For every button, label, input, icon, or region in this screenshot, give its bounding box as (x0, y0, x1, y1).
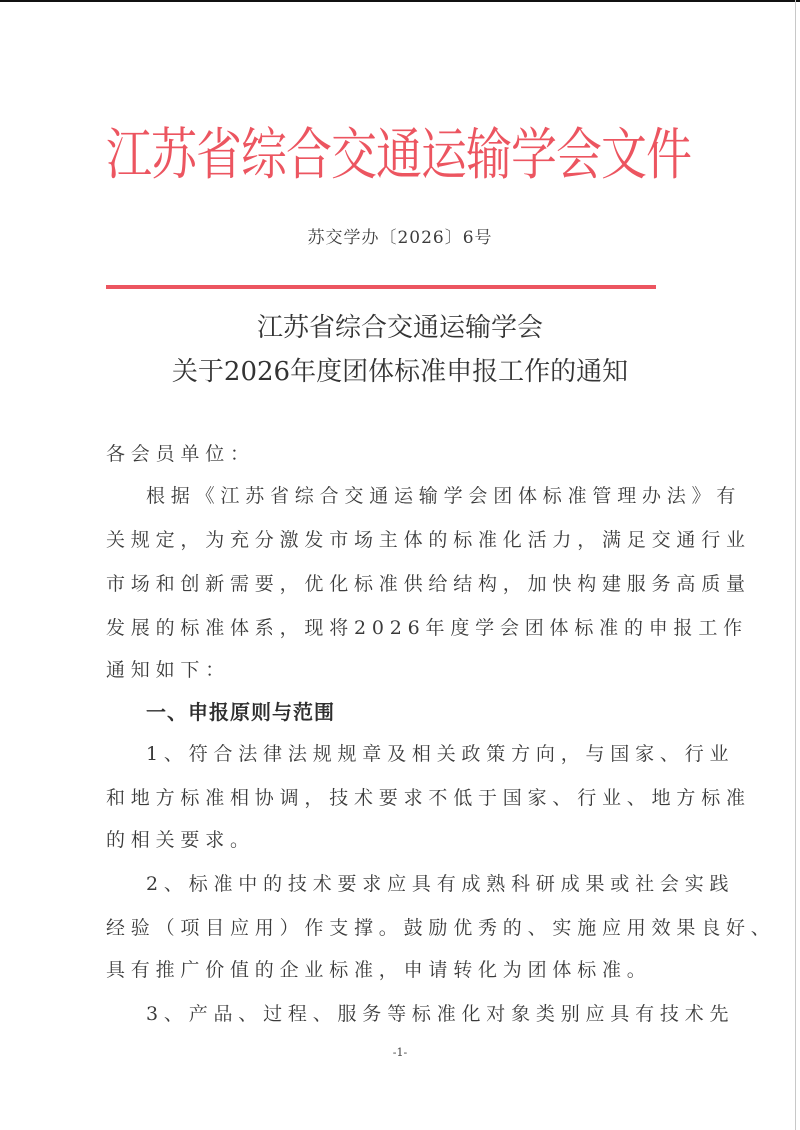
salutation: 各会员单位： (106, 443, 255, 465)
page-top-border (0, 0, 800, 2)
intro-line: 市场和创新需要，优化标准供给结构，加快构建服务高质量 (106, 573, 751, 595)
page-right-edge (795, 0, 796, 1130)
intro-line: 根据《江苏省综合交通运输学会团体标准管理办法》有 (146, 485, 742, 507)
intro-line: 通知如下： (106, 659, 231, 681)
document-header-title: 江苏省综合交通运输学会文件 (106, 121, 691, 188)
notice-title-line1: 江苏省综合交通运输学会 (256, 313, 543, 343)
intro-line: 发展的标准体系，现将2026年度学会团体标准的申报工作 (106, 617, 748, 639)
item-line: 1、符合法律法规规章及相关政策方向，与国家、行业 (146, 743, 735, 765)
item-line: 2、标准中的技术要求应具有成熟科研成果或社会实践 (146, 873, 735, 895)
section-heading: 一、申报原则与范围 (146, 700, 335, 724)
item-line: 的相关要求。 (106, 829, 255, 851)
item-line: 具有推广价值的企业标准，申请转化为团体标准。 (106, 959, 652, 981)
intro-line: 关规定，为充分激发市场主体的标准化活力，满足交通行业 (106, 529, 751, 551)
item-line: 和地方标准相协调，技术要求不低于国家、行业、地方标准 (106, 787, 751, 809)
document-number: 苏交学办〔2026〕6号 (307, 228, 493, 248)
red-divider-line (106, 285, 656, 289)
item-line: 经验（项目应用）作支撑。鼓励优秀的、实施应用效果良好、 (106, 917, 776, 939)
notice-title-line2: 关于2026年度团体标准申报工作的通知 (171, 357, 629, 387)
item-line: 3、产品、过程、服务等标准化对象类别应具有技术先 (146, 1003, 735, 1025)
page-number: -1- (392, 1046, 408, 1059)
